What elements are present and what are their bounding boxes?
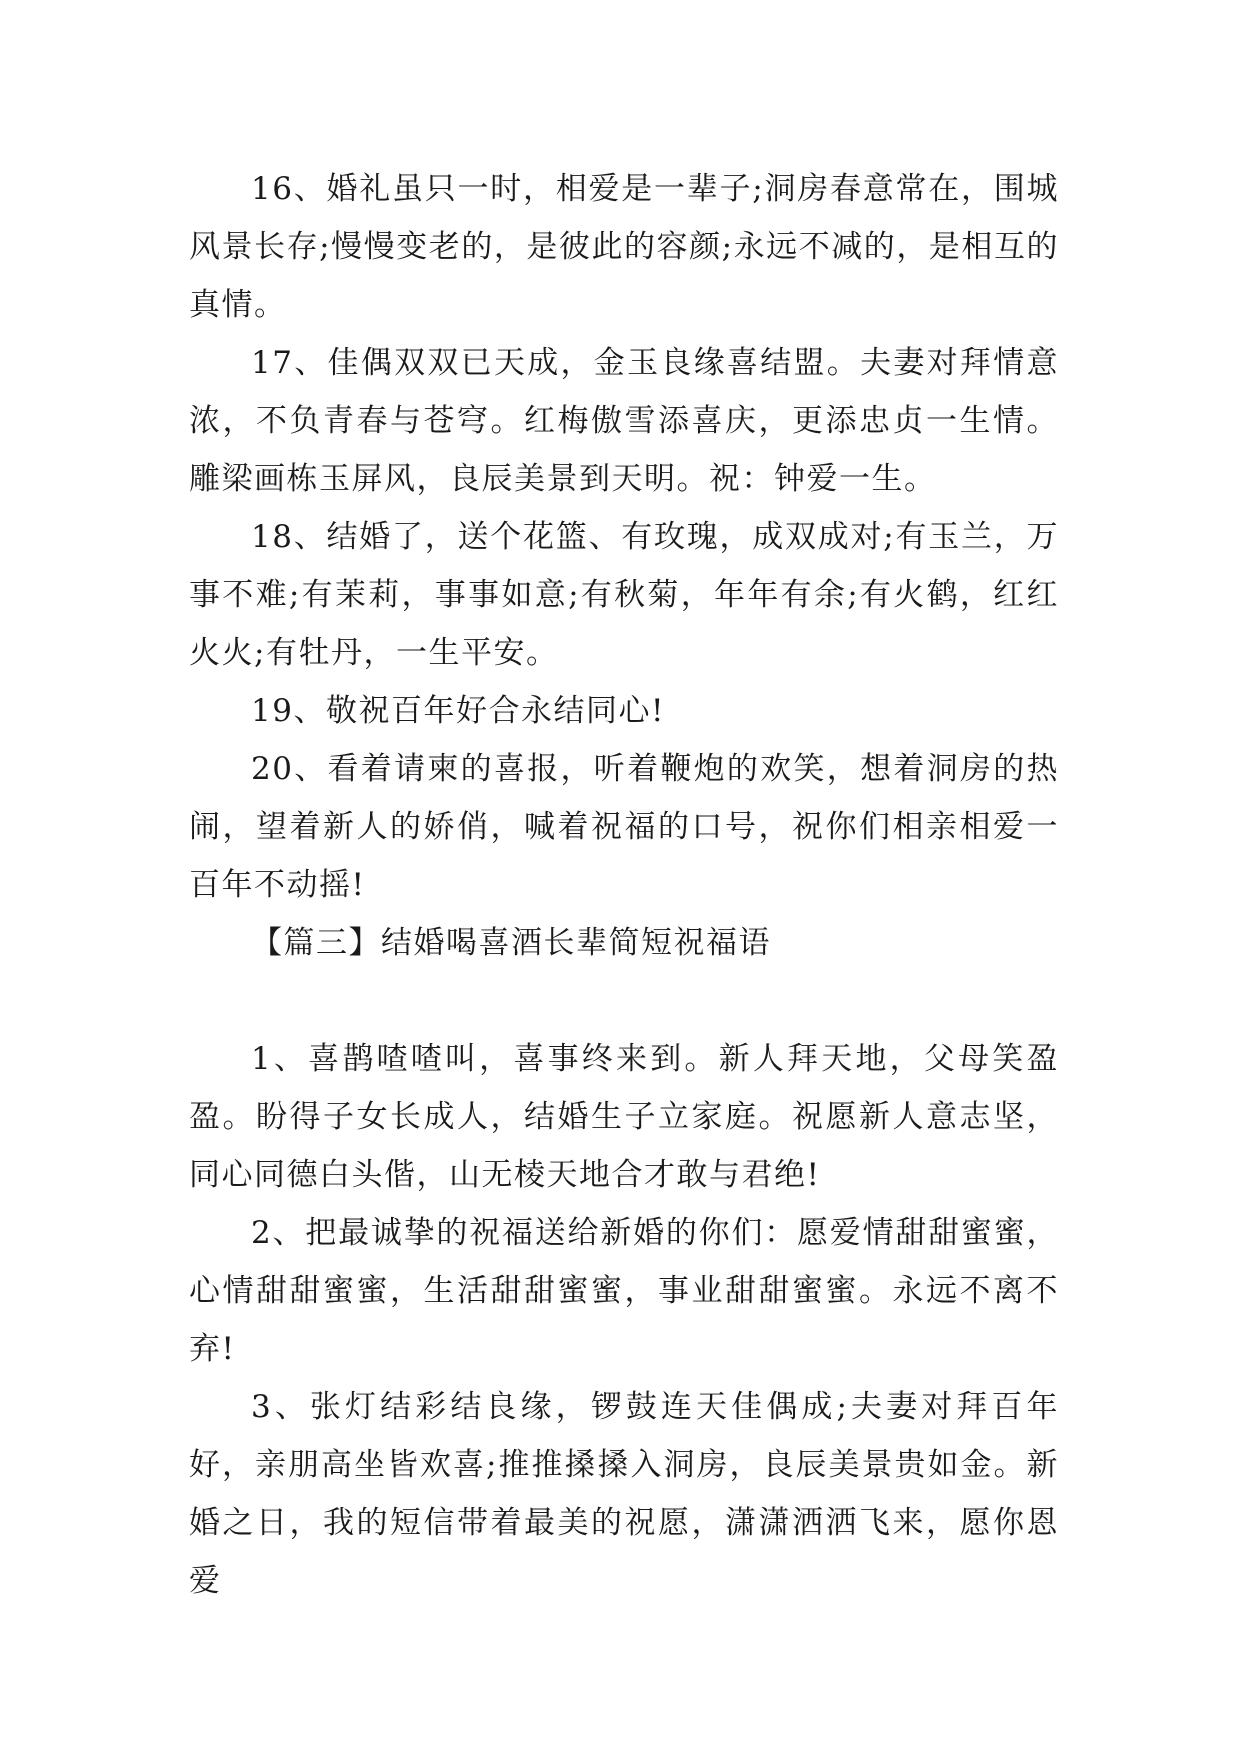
document-body: [189, 160, 1059, 1610]
paragraph-1: 1、喜鹊喳喳叫，喜事终来到。新人拜天地，父母笑盈盈。盼得子女长成人，结婚生子立家庭。祝愿新人意志坚，同心同德白头偕，山无棱天地合才敢与君绝!: [189, 1041, 1059, 1193]
paragraph-17: 17、佳偶双双已天成，金玉良缘喜结盟。夫妻对拜情意浓，不负青春与苍穹。红梅傲雪添喜庆，更添忠贞一生情。雕梁画栋玉屏风，良辰美景到天明。祝：钟爱一生。: [189, 345, 1059, 497]
paragraph-19: 19、敬祝百年好合永结同心!: [251, 693, 665, 729]
paragraph-3: 3、张灯结彩结良缘，锣鼓连天佳偶成;夫妻对拜百年好，亲朋高坐皆欢喜;推推搡搡入洞房，良辰美景贵如金。新婚之日，我的短信带着最美的祝愿，潇潇洒洒飞来，愿你恩爱: [189, 1389, 1059, 1599]
blank-line: [189, 972, 1059, 1030]
paragraph-2: 2、把最诚挚的祝福送给新婚的你们：愿爱情甜甜蜜蜜，心情甜甜蜜蜜，生活甜甜蜜蜜，事业甜甜蜜蜜。永远不离不弃!: [189, 1215, 1059, 1367]
paragraph-16: 16、婚礼虽只一时，相爱是一辈子;洞房春意常在，围城风景长存;慢慢变老的，是彼此的容颜;永远不减的，是相互的真情。: [189, 171, 1059, 323]
paragraph-20: 20、看着请柬的喜报，听着鞭炮的欢笑，想着洞房的热闹，望着新人的娇俏，喊着祝福的口号，祝你们相亲相爱一百年不动摇!: [189, 751, 1059, 903]
section-heading: 【篇三】结婚喝喜酒长辈简短祝福语: [251, 925, 771, 961]
paragraph-18: 18、结婚了，送个花篮、有玫瑰，成双成对;有玉兰，万事不难;有茉莉，事事如意;有秋菊，年年有余;有火鹤，红红火火;有牡丹，一生平安。: [189, 519, 1059, 671]
